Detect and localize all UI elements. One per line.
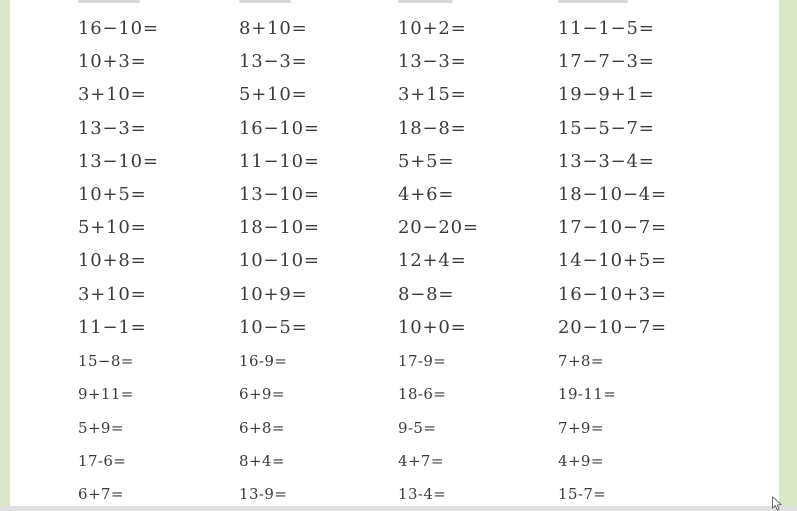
equation-cell: 5+10= xyxy=(239,84,308,106)
equation-cell: 19−9+1= xyxy=(558,84,655,106)
equation-cell: 10+9= xyxy=(239,283,308,305)
equation-cell: 4+6= xyxy=(398,184,455,206)
equation-cell: 16−10+3= xyxy=(558,283,667,305)
right-green-border xyxy=(779,0,797,506)
equation-cell: 5+9= xyxy=(78,418,124,437)
equation-cell: 4+9= xyxy=(558,451,604,470)
equation-cell: 14−10+5= xyxy=(558,250,667,272)
equation-cell: 5+10= xyxy=(78,217,147,239)
equation-cell: 11−10= xyxy=(239,150,320,172)
equation-cell: 8−8= xyxy=(398,283,455,305)
equation-cell: 10+2= xyxy=(398,18,467,39)
equation-cell: 3+15= xyxy=(398,84,467,106)
equation-cell: 11−1−5= xyxy=(558,18,655,39)
bottom-edge-line xyxy=(0,506,797,511)
equation-cell: 10−5= xyxy=(239,316,308,338)
equation-cell: 17-9= xyxy=(398,352,447,371)
equation-cell: 12+4= xyxy=(398,250,467,272)
equation-cell: 9+11= xyxy=(78,385,134,404)
clipped-equation-remnant xyxy=(398,0,453,3)
equation-cell: 17−7−3= xyxy=(558,51,655,73)
equation-cell: 20−20= xyxy=(398,217,479,239)
clipped-equation-remnant xyxy=(558,0,628,3)
equation-cell: 15−8= xyxy=(78,352,134,371)
clipped-equation-remnant xyxy=(239,0,291,3)
equation-cell: 13−10= xyxy=(78,150,159,172)
equation-cell: 4+7= xyxy=(398,451,444,470)
equation-cell: 16-9= xyxy=(239,352,288,371)
equation-cell: 7+9= xyxy=(558,418,604,437)
mouse-cursor-icon xyxy=(771,496,784,511)
equation-cell: 10+8= xyxy=(78,250,147,272)
equation-cell: 19-11= xyxy=(558,385,617,404)
equation-cell: 6+9= xyxy=(239,385,285,404)
equation-cell: 3+10= xyxy=(78,84,147,106)
equation-cell: 15−5−7= xyxy=(558,117,655,139)
equation-cell: 10+5= xyxy=(78,184,147,206)
equation-cell: 9-5= xyxy=(398,418,437,437)
equation-cell: 10+0= xyxy=(398,316,467,338)
equation-cell: 13−3= xyxy=(398,51,467,73)
equation-cell: 13-4= xyxy=(398,484,447,503)
equation-cell: 13−3−4= xyxy=(558,150,655,172)
equation-cell: 18-6= xyxy=(398,385,447,404)
clipped-equation-remnant xyxy=(78,0,140,3)
equation-cell: 6+7= xyxy=(78,484,124,503)
equation-cell: 3+10= xyxy=(78,283,147,305)
equation-cell: 18−10= xyxy=(239,217,320,239)
equation-cell: 15-7= xyxy=(558,484,607,503)
equation-cell: 18−10−4= xyxy=(558,184,667,206)
equation-cell: 7+8= xyxy=(558,352,604,371)
equation-cell: 6+8= xyxy=(239,418,285,437)
equation-cell: 13−10= xyxy=(239,184,320,206)
equation-cell: 13-9= xyxy=(239,484,288,503)
equation-cell: 16−10= xyxy=(78,18,159,39)
equation-cell: 17-6= xyxy=(78,451,127,470)
equation-cell: 8+4= xyxy=(239,451,285,470)
equation-cell: 11−1= xyxy=(78,316,147,338)
equation-cell: 10−10= xyxy=(239,250,320,272)
equation-cell: 20−10−7= xyxy=(558,316,667,338)
equation-cell: 13−3= xyxy=(239,51,308,73)
equation-cell: 8+10= xyxy=(239,18,308,39)
equation-cell: 13−3= xyxy=(78,117,147,139)
equation-cell: 10+3= xyxy=(78,51,147,73)
equation-cell: 16−10= xyxy=(239,117,320,139)
equation-cell: 17−10−7= xyxy=(558,217,667,239)
equation-cell: 5+5= xyxy=(398,150,455,172)
left-green-border xyxy=(0,0,10,506)
equation-cell: 18−8= xyxy=(398,117,467,139)
